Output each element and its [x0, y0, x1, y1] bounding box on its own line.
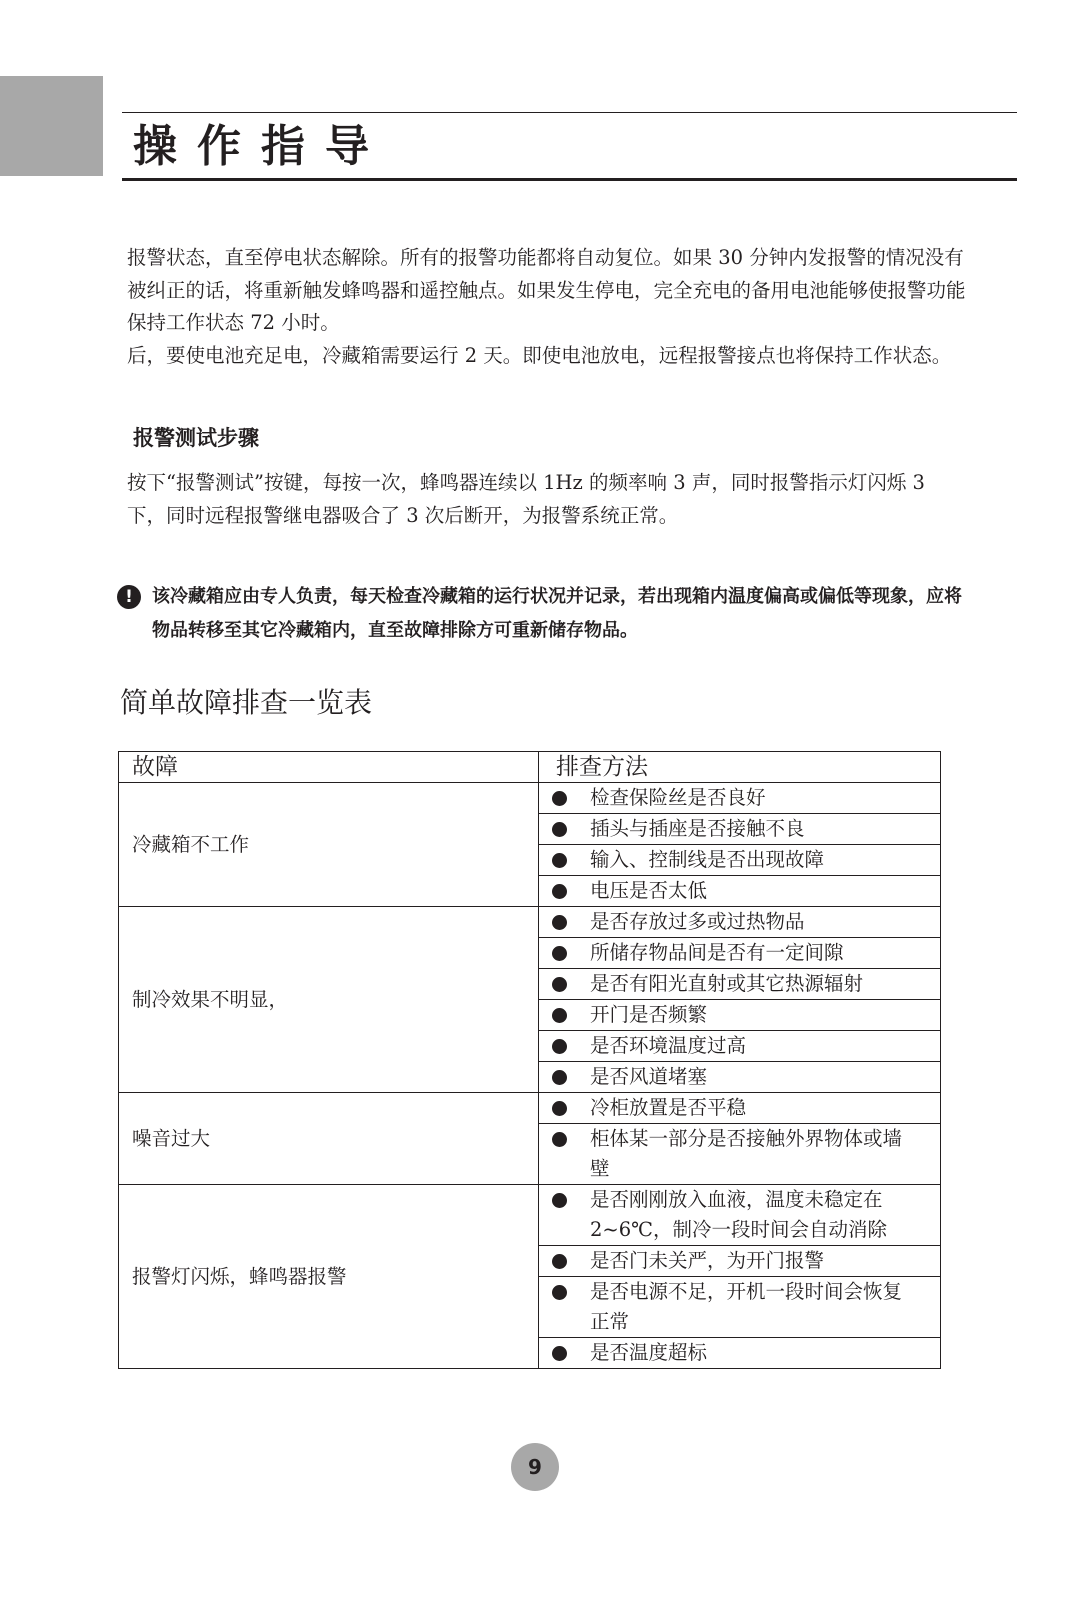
check-item	[539, 907, 941, 938]
bullet-icon	[552, 1346, 567, 1361]
notice-block	[117, 580, 977, 648]
bullet-icon	[552, 915, 567, 930]
check-item	[539, 938, 941, 969]
notice-text: 该冷藏箱应由专人负责，每天检查冷藏箱的运行状况并记录，若出现箱内温度偏高或偏低等现象，应将物品转移至其它冷藏箱内，直至故障排除方可重新储存物品。	[152, 586, 962, 641]
bullet-icon	[552, 1039, 567, 1054]
check-text: 是否环境温度过高	[590, 1034, 747, 1057]
chapter-tab	[0, 76, 103, 176]
table-row	[119, 907, 941, 938]
alarm-test-heading: 报警测试步骤	[133, 426, 259, 450]
table-row	[119, 783, 941, 814]
check-text: 是否有阳光直射或其它热源辐射	[590, 972, 864, 995]
check-item	[539, 1277, 941, 1338]
check-text: 开门是否频繁	[590, 1003, 708, 1026]
table-title: 简单故障排查一览表	[120, 686, 373, 719]
check-text: 检查保险丝是否良好	[590, 786, 766, 809]
check-text: 柜体某一部分是否接触外界物体或墙壁	[590, 1127, 903, 1180]
check-item	[539, 876, 941, 907]
fault-cell: 制冷效果不明显，	[119, 907, 539, 1093]
bullet-icon	[552, 1101, 567, 1116]
bullet-icon	[552, 1285, 567, 1300]
check-text: 是否存放过多或过热物品	[590, 910, 805, 933]
bullet-icon	[552, 884, 567, 899]
table-header-row	[119, 752, 941, 783]
check-text: 是否刚刚放入血液，温度未稳定在 2~6℃，制冷一段时间会自动消除	[590, 1188, 887, 1241]
bullet-icon	[552, 946, 567, 961]
bullet-icon	[552, 1193, 567, 1208]
check-text: 是否温度超标	[590, 1341, 708, 1364]
check-item	[539, 1338, 941, 1369]
alarm-description	[127, 242, 967, 372]
check-item	[539, 1062, 941, 1093]
check-item	[539, 1031, 941, 1062]
check-item	[539, 814, 941, 845]
check-text: 是否门未关严，为开门报警	[590, 1249, 825, 1272]
check-text: 输入、控制线是否出现故障	[590, 848, 825, 871]
header-rule-top	[122, 112, 1017, 113]
bullet-icon	[552, 1008, 567, 1023]
check-item	[539, 845, 941, 876]
check-item	[539, 1124, 941, 1185]
check-item	[539, 1246, 941, 1277]
column-header-method: 排查方法	[539, 752, 941, 783]
fault-cell: 报警灯闪烁，蜂鸣器报警	[119, 1185, 539, 1369]
bullet-icon	[552, 822, 567, 837]
bullet-icon	[552, 1070, 567, 1085]
column-header-fault: 故障	[119, 752, 539, 783]
check-item	[539, 1185, 941, 1246]
bullet-icon	[552, 1254, 567, 1269]
check-text: 插头与插座是否接触不良	[590, 817, 805, 840]
page-title: 操作指导	[133, 121, 389, 172]
alarm-paragraph: 报警状态，直至停电状态解除。所有的报警功能都将自动复位。如果 30 分钟内发报警的情况没有被纠正的话，将重新触发蜂鸣器和遥控触点。如果发生停电，完全充电的备用电池能够使报警功能保持工作状态 72 小时。	[127, 246, 966, 334]
page-number: 9	[511, 1443, 559, 1491]
fault-cell: 噪音过大	[119, 1093, 539, 1185]
table-row	[119, 1185, 941, 1246]
check-text: 所储存物品间是否有一定间隙	[590, 941, 844, 964]
bullet-icon	[552, 791, 567, 806]
bullet-icon	[552, 977, 567, 992]
check-item	[539, 1093, 941, 1124]
check-text: 电压是否太低	[590, 879, 708, 902]
exclamation-icon: !	[117, 585, 141, 609]
troubleshooting-table	[118, 751, 941, 1369]
check-item	[539, 783, 941, 814]
table-row	[119, 1093, 941, 1124]
alarm-paragraph: 后，要使电池充足电，冷藏箱需要运行 2 天。即使电池放电，远程报警接点也将保持工作状态。	[127, 343, 952, 367]
check-item	[539, 1000, 941, 1031]
check-item	[539, 969, 941, 1000]
bullet-icon	[552, 853, 567, 868]
check-text: 是否电源不足，开机一段时间会恢复正常	[590, 1280, 903, 1333]
bullet-icon	[552, 1132, 567, 1147]
header-rule-bottom	[122, 178, 1017, 181]
check-text: 是否风道堵塞	[590, 1065, 708, 1088]
fault-cell: 冷藏箱不工作	[119, 783, 539, 907]
check-text: 冷柜放置是否平稳	[590, 1096, 747, 1119]
alarm-test-text: 按下“报警测试”按键，每按一次，蜂鸣器连续以 1Hz 的频率响 3 声，同时报警指示灯闪烁 3 下，同时远程报警继电器吸合了 3 次后断开，为报警系统正常。	[127, 471, 925, 527]
